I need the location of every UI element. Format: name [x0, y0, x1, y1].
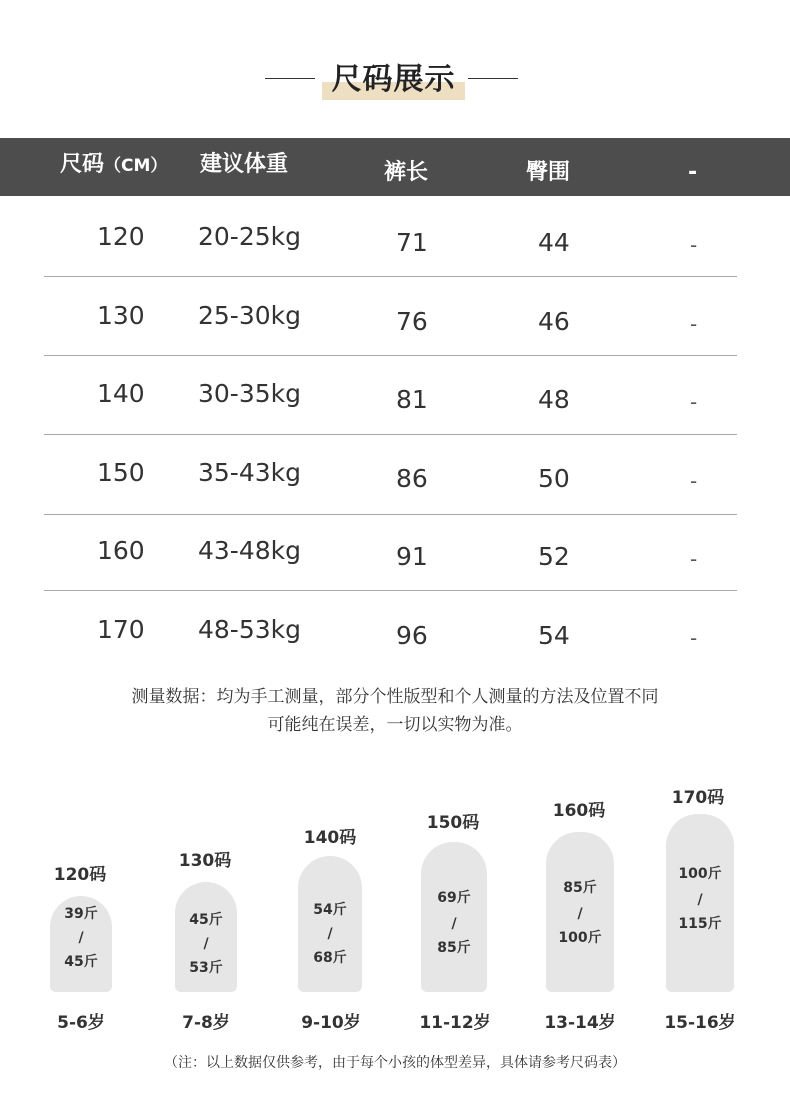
figure-weight-sep: / [451, 916, 457, 932]
table-row [44, 356, 737, 435]
cell-weight: 35-43kg [198, 458, 301, 487]
header-pants-length: 裤长 [384, 160, 429, 185]
cell-weight: 20-25kg [198, 222, 301, 251]
figure-age: 5-6岁 [57, 1013, 105, 1033]
figure-weight-max: 85斤 [437, 940, 471, 956]
title-divider-right [468, 78, 518, 79]
title-divider-left [265, 78, 315, 79]
cell-hip: 44 [538, 228, 570, 257]
figure-weight-min: 54斤 [313, 902, 347, 918]
cell-weight: 30-35kg [198, 379, 301, 408]
cell-size: 120 [97, 222, 145, 251]
figure-weight-max: 115斤 [678, 916, 722, 932]
cell-hip: 46 [538, 307, 570, 336]
header-weight: 建议体重 [200, 152, 289, 177]
figure-age: 7-8岁 [182, 1013, 230, 1033]
cell-length: 76 [396, 307, 428, 336]
size-figure-shape [666, 814, 734, 992]
figure-size-label: 170码 [671, 788, 725, 808]
footnote: （注：以上数据仅供参考，由于每个小孩的体型差异，具体请参考尺码表） [164, 1055, 626, 1071]
header-size: 尺码（CM） [60, 152, 168, 177]
figure-weight-max: 100斤 [558, 930, 602, 946]
cell-extra: - [690, 233, 698, 257]
cell-hip: 50 [538, 464, 570, 493]
measurement-note-line1: 测量数据：均为手工测量，部分个性版型和个人测量的方法及位置不同 [131, 687, 659, 707]
cell-extra: - [690, 547, 698, 571]
size-figure-shape [298, 856, 362, 992]
cell-length: 81 [396, 385, 428, 414]
figure-weight-sep: / [697, 892, 703, 908]
cell-size: 150 [97, 458, 145, 487]
size-figure-shape [50, 896, 112, 992]
size-figure-shape [175, 882, 237, 992]
figure-age: 11-12岁 [419, 1013, 491, 1033]
cell-extra: - [690, 469, 698, 493]
cell-hip: 48 [538, 385, 570, 414]
figure-weight-min: 100斤 [678, 866, 722, 882]
size-figure-shape [546, 832, 614, 992]
table-row [44, 198, 737, 277]
figure-weight-sep: / [78, 930, 84, 946]
table-row [44, 591, 737, 669]
cell-size: 140 [97, 379, 145, 408]
table-row [44, 277, 737, 356]
header-extra: - [688, 160, 698, 185]
figure-age: 9-10岁 [301, 1013, 361, 1033]
table-row [44, 436, 737, 515]
table-header [0, 138, 790, 196]
table-row [44, 515, 737, 591]
cell-hip: 52 [538, 542, 570, 571]
figure-size-label: 130码 [178, 851, 232, 871]
figure-size-label: 120码 [53, 865, 107, 885]
figure-weight-min: 45斤 [189, 912, 223, 928]
header-hip: 臀围 [526, 160, 571, 185]
section-title [0, 60, 790, 110]
cell-length: 96 [396, 621, 428, 650]
cell-weight: 43-48kg [198, 536, 301, 565]
figure-size-label: 150码 [426, 813, 480, 833]
figure-weight-max: 53斤 [189, 960, 223, 976]
cell-extra: - [690, 626, 698, 650]
figure-weight-sep: / [327, 926, 333, 942]
figure-age: 13-14岁 [544, 1013, 616, 1033]
cell-length: 71 [396, 228, 428, 257]
cell-extra: - [690, 312, 698, 336]
figure-weight-max: 68斤 [313, 950, 347, 966]
figure-age: 15-16岁 [664, 1013, 736, 1033]
figure-weight-max: 45斤 [64, 954, 98, 970]
cell-extra: - [690, 390, 698, 414]
figure-size-label: 160码 [552, 801, 606, 821]
size-figure-shape [421, 842, 487, 992]
cell-weight: 25-30kg [198, 301, 301, 330]
header-size-unit: （CM） [104, 156, 168, 176]
figure-weight-min: 39斤 [64, 906, 98, 922]
measurement-note-line2: 可能纯在误差，一切以实物为准。 [267, 715, 523, 735]
figure-weight-min: 69斤 [437, 890, 471, 906]
cell-hip: 54 [538, 621, 570, 650]
page-title: 尺码展示 [331, 62, 456, 97]
figure-weight-sep: / [203, 936, 209, 952]
cell-size: 130 [97, 301, 145, 330]
cell-length: 91 [396, 542, 428, 571]
cell-size: 160 [97, 536, 145, 565]
cell-length: 86 [396, 464, 428, 493]
figure-weight-sep: / [577, 906, 583, 922]
cell-weight: 48-53kg [198, 615, 301, 644]
figure-weight-min: 85斤 [563, 880, 597, 896]
figure-size-label: 140码 [303, 828, 357, 848]
cell-size: 170 [97, 615, 145, 644]
